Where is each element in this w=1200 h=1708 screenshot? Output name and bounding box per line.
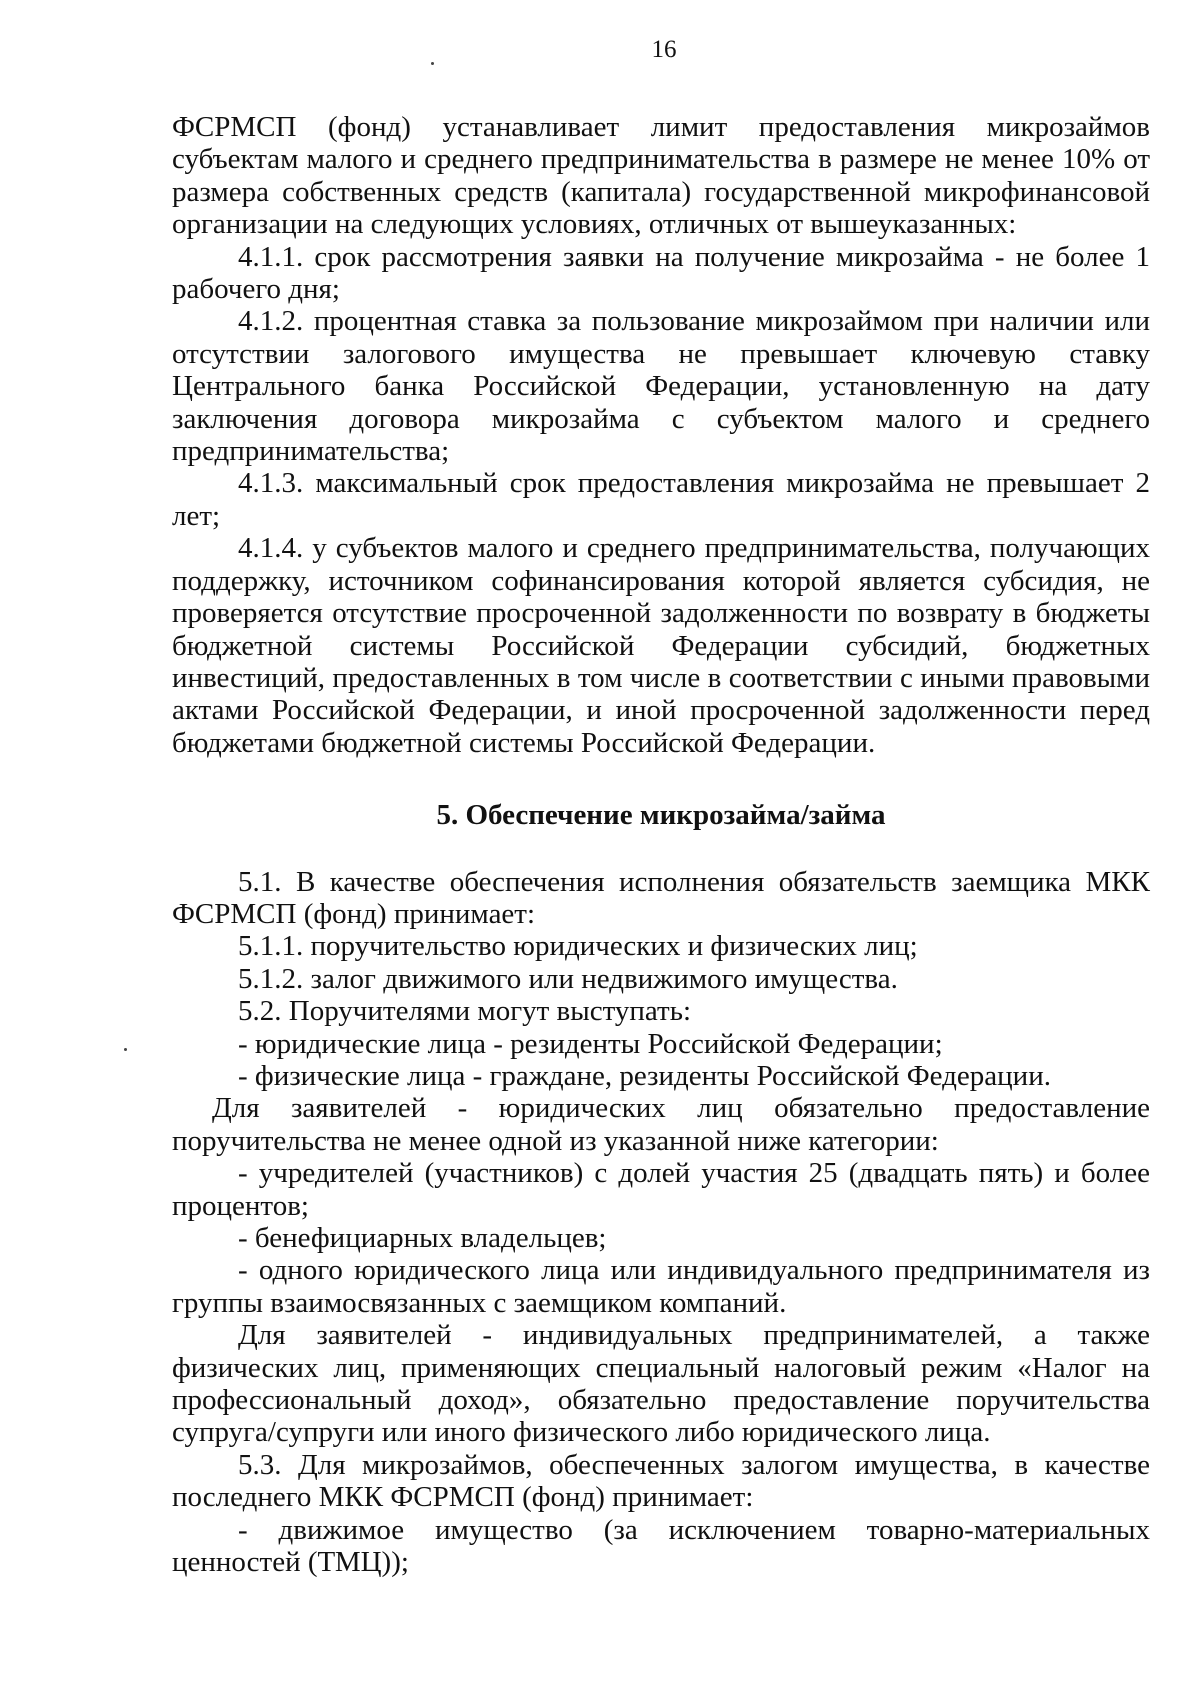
item-4-1-4: 4.1.4. у субъектов малого и среднего предпринимательства, получающих поддержку, источником софинансирования которой является субсидия, не проверяется отсутствие просроченной задолженности по возврату в бюджеты бюджетной системы Российской Федерации субсидий, бюджетных инвестиций, предоставленных в том числе в соответствии с иными правовыми актами Российской Федерации, и иной просроченной задолженности перед бюджетами бюджетной системы Российской Федерации. bbox=[172, 532, 1150, 759]
item-5-1: 5.1. В качестве обеспечения исполнения обязательств заемщика МКК ФСРМСП (фонд) принимает: bbox=[172, 865, 1150, 930]
item-4-1-3: 4.1.3. максимальный срок предоставления микрозайма не превышает 2 лет; bbox=[172, 467, 1150, 532]
page-number: 16 bbox=[651, 36, 677, 63]
item-5-2: 5.2. Поручителями могут выступать: bbox=[238, 995, 691, 1028]
guarantor-legal-entities: - юридические лица - резиденты Российской Федерации; bbox=[238, 1027, 943, 1060]
guarantor-individuals: - физические лица - граждане, резиденты Российской Федерации. bbox=[238, 1059, 1051, 1092]
document-body bbox=[172, 111, 1150, 1578]
founders-item: - учредителей (участников) с долей участия 25 (двадцать пять) и более процентов; bbox=[172, 1157, 1150, 1222]
movable-property-item: - движимое имущество (за исключением товарно-материальных ценностей (ТМЦ)); bbox=[172, 1513, 1150, 1579]
scan-speck bbox=[431, 62, 434, 65]
item-5-1-2: 5.1.2. залог движимого или недвижимого имущества. bbox=[238, 962, 898, 995]
item-5-3: 5.3. Для микрозаймов, обеспеченных залогом имущества, в качестве последнего МКК ФСРМСП (фонд) принимает: bbox=[172, 1448, 1150, 1514]
item-4-1-2: 4.1.2. процентная ставка за пользование микрозаймом при наличии или отсутствии залогового имущества не превышает ключевую ставку Центрального банка Российской Федерации, установленную на дату заключения договора микрозайма с субъектом малого и среднего предпринимательства; bbox=[172, 305, 1150, 468]
one-legal-entity-item: - одного юридического лица или индивидуального предпринимателя из группы взаимосвязанных с заемщиком компаний. bbox=[172, 1254, 1150, 1319]
item-4-1-1: 4.1.1. срок рассмотрения заявки на получение микрозайма - не более 1 рабочего дня; bbox=[172, 240, 1150, 306]
item-5-1-1: 5.1.1. поручительство юридических и физических лиц; bbox=[238, 930, 918, 963]
individual-entrepreneurs-paragraph: Для заявителей - индивидуальных предпринимателей, а также физических лиц, применяющих специальный налоговый режим «Налог на профессиональный доход», обязательно предоставление поручительства супруга/супруги или иного физического либо юридического лица. bbox=[172, 1319, 1150, 1449]
beneficiaries-item: - бенефициарных владельцев; bbox=[238, 1222, 607, 1254]
scan-speck bbox=[124, 1048, 127, 1051]
intro-paragraph: ФСРМСП (фонд) устанавливает лимит предоставления микрозаймов субъектам малого и среднего предпринимательства в размере не менее 10% от размера собственных средств (капитала) государственной микрофинансовой организации на следующих условиях, отличных от вышеуказанных: bbox=[172, 111, 1150, 241]
legal-applicants-paragraph: Для заявителей - юридических лиц обязательно предоставление поручительства не менее одной из указанной ниже категории: bbox=[172, 1092, 1150, 1157]
section-5-heading: 5. Обеспечение микрозайма/займа bbox=[436, 799, 886, 832]
